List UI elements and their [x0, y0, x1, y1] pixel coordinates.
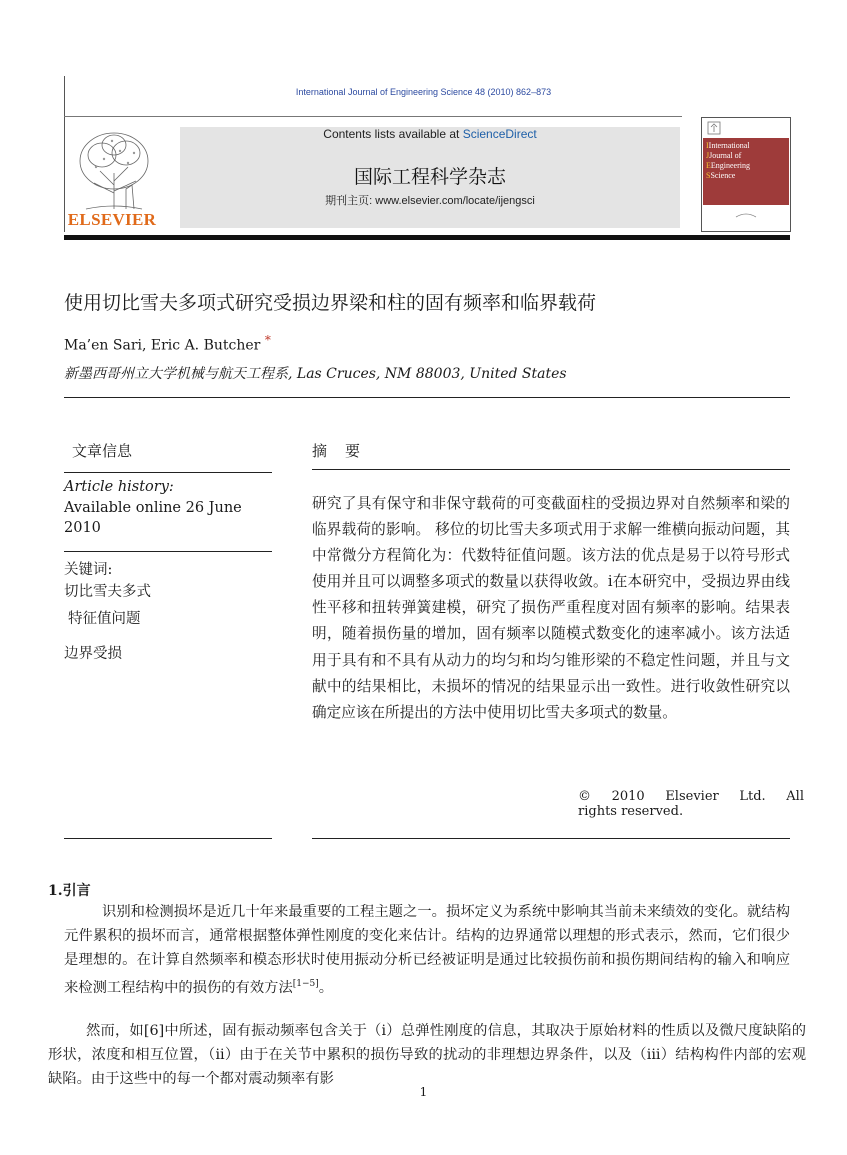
- abstract-end-rule: [312, 838, 790, 839]
- abstract-rule: [312, 469, 790, 470]
- cover-line: IInternational: [706, 141, 750, 150]
- article-history-value: Available online 26 June 2010: [64, 500, 242, 536]
- page-number: 1: [419, 1085, 428, 1099]
- keyword: 切比雪夫多式: [64, 584, 151, 600]
- header-top-rule: [64, 116, 682, 117]
- sciencedirect-link[interactable]: ScienceDirect: [462, 127, 537, 141]
- keywords-label: 关键词:: [64, 562, 113, 578]
- elsevier-wordmark: ELSEVIER: [67, 210, 157, 229]
- authors: Ma’en Sari, Eric A. Butcher: [64, 337, 261, 354]
- keyword: 边界受损: [64, 646, 122, 662]
- header-thick-rule: [64, 235, 790, 240]
- paragraph-end: 。: [318, 979, 334, 996]
- section-heading: 1.引言: [48, 883, 91, 899]
- journal-reference[interactable]: International Journal of Engineering Science 48 (2010) 862–873: [295, 87, 552, 97]
- cover-publisher-mark-icon: [735, 210, 757, 220]
- cover-title: [706, 141, 786, 181]
- cover-line: SScience: [706, 171, 736, 180]
- copyright-line: © 2010 Elsevier Ltd. All: [578, 789, 804, 804]
- cover-line: JJournal of: [706, 151, 742, 160]
- article-history-label: Article history:: [64, 479, 174, 495]
- article-title: 使用切比雪夫多项式研究受损边界梁和柱的固有频率和临界载荷: [64, 292, 597, 314]
- abstract-heading: 摘要: [312, 442, 379, 460]
- corresponding-author-mark[interactable]: *: [264, 333, 271, 347]
- contents-prefix: Contents lists available at: [323, 127, 463, 141]
- cover-line: EEngineering: [706, 161, 750, 170]
- article-info-rule: [64, 472, 272, 473]
- contents-availability: [180, 127, 680, 141]
- author-list: [64, 333, 271, 354]
- cover-emblem-icon: [707, 121, 721, 135]
- body-paragraph: [64, 900, 790, 1000]
- article-info-heading: 文章信息: [72, 442, 133, 460]
- keyword: 特征值问题: [68, 611, 141, 627]
- citation-link[interactable]: [1−5]: [292, 979, 319, 989]
- affiliation-rule: [64, 397, 790, 398]
- journal-title: 国际工程科学杂志: [353, 167, 506, 188]
- journal-homepage[interactable]: 期刊主页: www.elsevier.com/locate/ijengsci: [325, 195, 535, 207]
- copyright-line: rights reserved.: [578, 804, 684, 819]
- abstract-text: 研究了具有保守和非保守载荷的可变截面柱的受损边界对自然频率和梁的临界载荷的影响。 移位的切比雪夫多项式用于求解一维横向振动问题，其中常微分方程简化为：代数特征值问题。该方法的优点是易于以符号形式使用并且可以调整多项式的数量以获得收敛。i在本研究中，受损边界由线性平移和扭转弹簧建模，研究了损伤严重程度对固有频率的影响。结果表明，随着损伤量的增加，固有频率以随模式数变化的速率减小。该方法适用于具有和不具有从动力的均匀和均匀锥形梁的不稳定性问题，并且与文献中的结果相比，未损坏的情况的结果显示出一致性。进行收敛性研究以确定应该在所提出的方法中使用切比雪夫多项式的数量。: [312, 495, 790, 721]
- paragraph-text: 识别和检测损坏是近几十年来最重要的工程主题之一。损坏定义为系统中影响其当前未来绩效的变化。就结构元件累积的损坏而言，通常根据整体弹性刚度的变化来估计。结构的边界通常以理想的形式表示，然而，它们很少是理想的。在计算自然频率和模态形状时使用振动分析已经被证明是通过比较损伤前和损伤期间结构的输入和响应来检测工程结构中的损伤的有效方法: [64, 904, 790, 996]
- article-info-end-rule: [64, 838, 272, 839]
- body-paragraph: 然而，如[6]中所述，固有振动频率包含关于（i）总弹性刚度的信息，其取决于原始材料的性质以及微尺度缺陷的形状，浓度和相互位置，（ii）由于在关节中累积的损伤导致的扰动的非理想边界条件，以及（iii）结构构件内部的宏观缺陷。由于这些中的每一个都对震动频率有影: [48, 1023, 806, 1087]
- keywords-rule: [64, 551, 272, 552]
- affiliation: 新墨西哥州立大学机械与航天工程系, Las Cruces, NM 88003, United States: [64, 366, 567, 382]
